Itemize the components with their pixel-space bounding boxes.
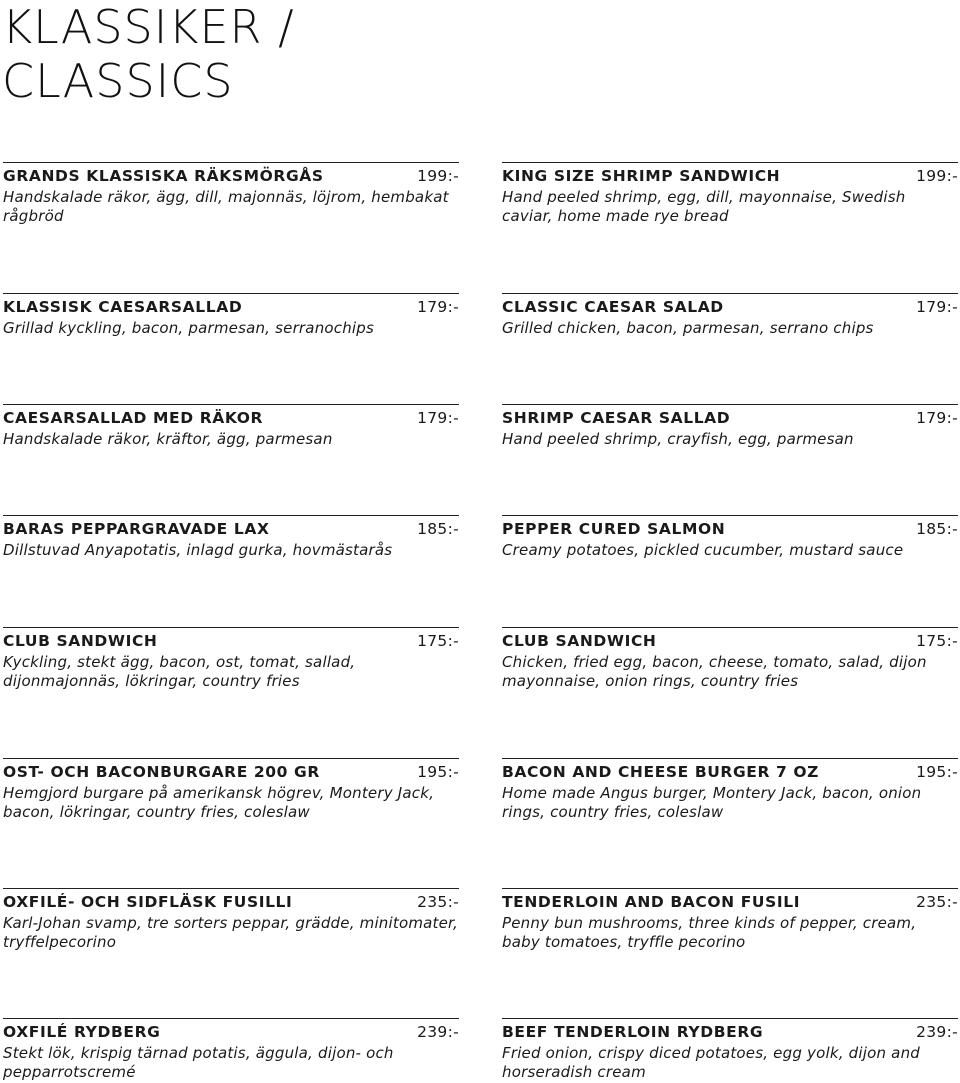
menu-item-english [502,404,958,449]
item-price: 179:- [916,298,958,316]
item-price: 179:- [417,409,459,427]
item-description: Handskalade räkor, kräftor, ägg, parmesan [3,430,333,448]
item-price: 199:- [417,167,459,185]
item-description: Hemgjord burgare på amerikansk högrev, Montery Jack, bacon, lökringar, country fries, coleslaw [3,784,435,821]
menu-item-english [502,758,958,822]
item-name: BEEF TENDERLOIN RYDBERG [502,1023,764,1041]
item-description: Hand peeled shrimp, egg, dill, mayonnaise, Swedish caviar, home made rye bread [502,188,906,225]
menu-item-english [502,515,958,560]
item-name: GRANDS KLASSISKA RÄKSMÖRGÅS [3,167,324,185]
menu-item-swedish [3,404,459,449]
item-name: CLUB SANDWICH [3,632,158,650]
item-description: Kyckling, stekt ägg, bacon, ost, tomat, sallad, dijonmajonnäs, lökringar, country fries [3,653,356,690]
item-name: KING SIZE SHRIMP SANDWICH [502,167,781,185]
item-description: Handskalade räkor, ägg, dill, majonnäs, löjrom, hembakat rågbröd [3,188,449,225]
item-price: 175:- [417,632,459,650]
item-name: CLASSIC CAESAR SALAD [502,298,724,316]
item-name: CLUB SANDWICH [502,632,657,650]
item-price: 195:- [916,763,958,781]
item-name: PEPPER CURED SALMON [502,520,726,538]
menu-item-english [502,162,958,226]
page-title-line-1: KLASSIKER / [2,0,295,54]
menu-item-english [502,888,958,952]
item-price: 185:- [417,520,459,538]
item-description: Creamy potatoes, pickled cucumber, mustard sauce [502,541,904,559]
menu-item-english [502,1018,958,1082]
item-description: Grillad kyckling, bacon, parmesan, serranochips [3,319,375,337]
item-price: 235:- [916,893,958,911]
item-description: Karl-Johan svamp, tre sorters peppar, grädde, minitomater, tryffelpecorino [3,914,459,951]
item-price: 175:- [916,632,958,650]
menu-item-swedish [3,888,459,952]
item-name: OST- OCH BACONBURGARE 200 GR [3,763,320,781]
item-price: 179:- [916,409,958,427]
item-description: Penny bun mushrooms, three kinds of pepper, cream, baby tomatoes, tryffle pecorino [502,914,917,951]
item-price: 235:- [417,893,459,911]
menu-item-english [502,293,958,338]
menu-item-english [502,627,958,691]
item-description: Fried onion, crispy diced potatoes, egg yolk, dijon and horseradish cream [502,1044,920,1081]
menu-item-swedish [3,627,459,691]
item-price: 199:- [916,167,958,185]
item-name: BACON AND CHEESE BURGER 7 OZ [502,763,820,781]
page-title [2,0,295,108]
item-price: 185:- [916,520,958,538]
menu-item-swedish [3,515,459,560]
menu-item-swedish [3,758,459,822]
item-description: Grilled chicken, bacon, parmesan, serrano chips [502,319,874,337]
item-description: Dillstuvad Anyapotatis, inlagd gurka, hovmästarås [3,541,393,559]
item-name: OXFILÉ- OCH SIDFLÄSK FUSILLI [3,893,293,911]
page-title-line-2: CLASSICS [2,54,234,108]
item-name: BARAS PEPPARGRAVADE LAX [3,520,270,538]
item-description: Home made Angus burger, Montery Jack, bacon, onion rings, country fries, coleslaw [502,784,922,821]
item-price: 239:- [916,1023,958,1041]
menu-item-swedish [3,1018,459,1082]
item-description: Hand peeled shrimp, crayfish, egg, parmesan [502,430,854,448]
item-price: 179:- [417,298,459,316]
item-price: 239:- [417,1023,459,1041]
item-name: CAESARSALLAD MED RÄKOR [3,409,264,427]
menu-item-swedish [3,293,459,338]
item-price: 195:- [417,763,459,781]
item-name: TENDERLOIN AND BACON FUSILI [502,893,801,911]
item-description: Stekt lök, krispig tärnad potatis, äggula, dijon- och pepparrotscremé [3,1044,394,1081]
item-name: OXFILÉ RYDBERG [3,1023,161,1041]
item-name: KLASSISK CAESARSALLAD [3,298,243,316]
item-description: Chicken, fried egg, bacon, cheese, tomato, salad, dijon mayonnaise, onion rings, country fries [502,653,927,690]
item-name: SHRIMP CAESAR SALLAD [502,409,731,427]
menu-item-swedish [3,162,459,226]
